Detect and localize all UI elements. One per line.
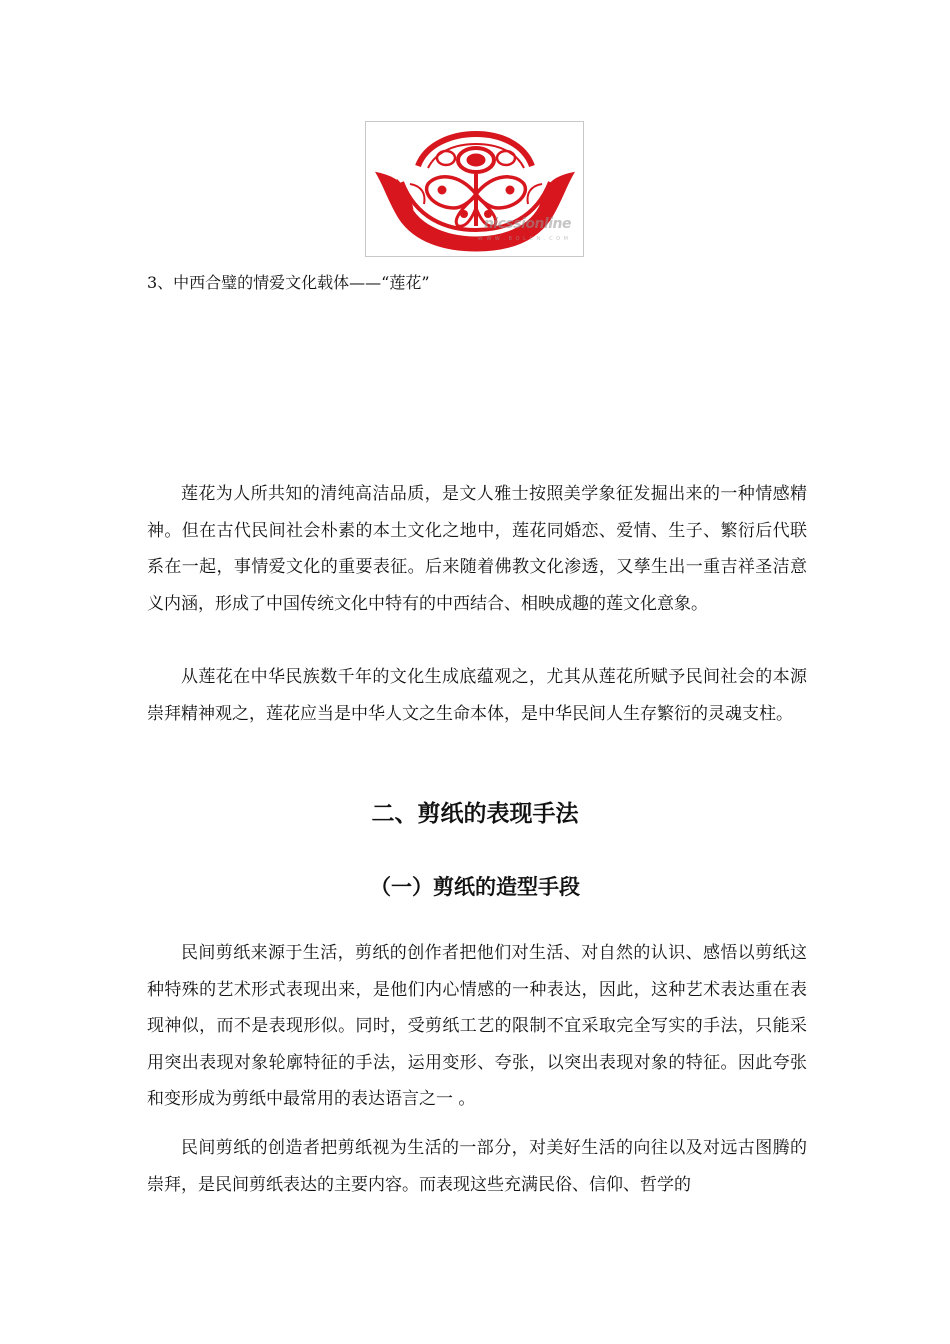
paragraph-papercut-origin: 民间剪纸来源于生活，剪纸的创作者把他们对生活、对自然的认识、感悟以剪纸这种特殊的艺术形式表现出来，是他们内心情感的一种表达，因此，这种艺术表达重在表现神似，而不是表现形似。同时，受剪纸工艺的限制不宜采取完全写实的手法，只能采用突出表现对象轮廓特征的手法，运用变形、夸张，以突出表现对象的特征。因此夸张和变形成为剪纸中最常用的表达语言之一 。 [147,943,807,1109]
section-heading: 二、剪纸的表现手法 [371,801,579,827]
papercut-image [365,121,584,257]
watermark-text: nicssionline [483,216,571,232]
paragraph-papercut-content: 民间剪纸的创造者把剪纸视为生活的一部分，对美好生活的向往以及对远古图腾的崇拜，是民间剪纸表达的主要内容。而表现这些充满民俗、信仰、哲学的 [147,1138,807,1195]
figure-caption: 3、中西合璧的情爱文化载体——“莲花” [147,273,430,292]
paragraph-lotus-meaning: 莲花为人所共知的清纯高洁品质，是文人雅士按照美学象征发掘出来的一种情感精神。但在古代民间社会朴素的本土文化之地中，莲花同婚恋、爱情、生子、繁衍后代联系在一起，事情爱文化的重要表征。后来随着佛教文化渗透，又孳生出一重吉祥圣洁意义内涵，形成了中国传统文化中特有的中西结合、相映成趣的莲文化意象。 [147,484,807,614]
paragraph-lotus-spirit: 从莲花在中华民族数千年的文化生成底蕴观之，尤其从莲花所赋予民间社会的本源崇拜精神观之，莲花应当是中华人文之生命本体，是中华民间人生存繁衍的灵魂支柱。 [147,667,807,724]
watermark-url: W W W . B O L C N . C O M [477,236,569,242]
subsection-heading: （一）剪纸的造型手段 [370,875,580,899]
